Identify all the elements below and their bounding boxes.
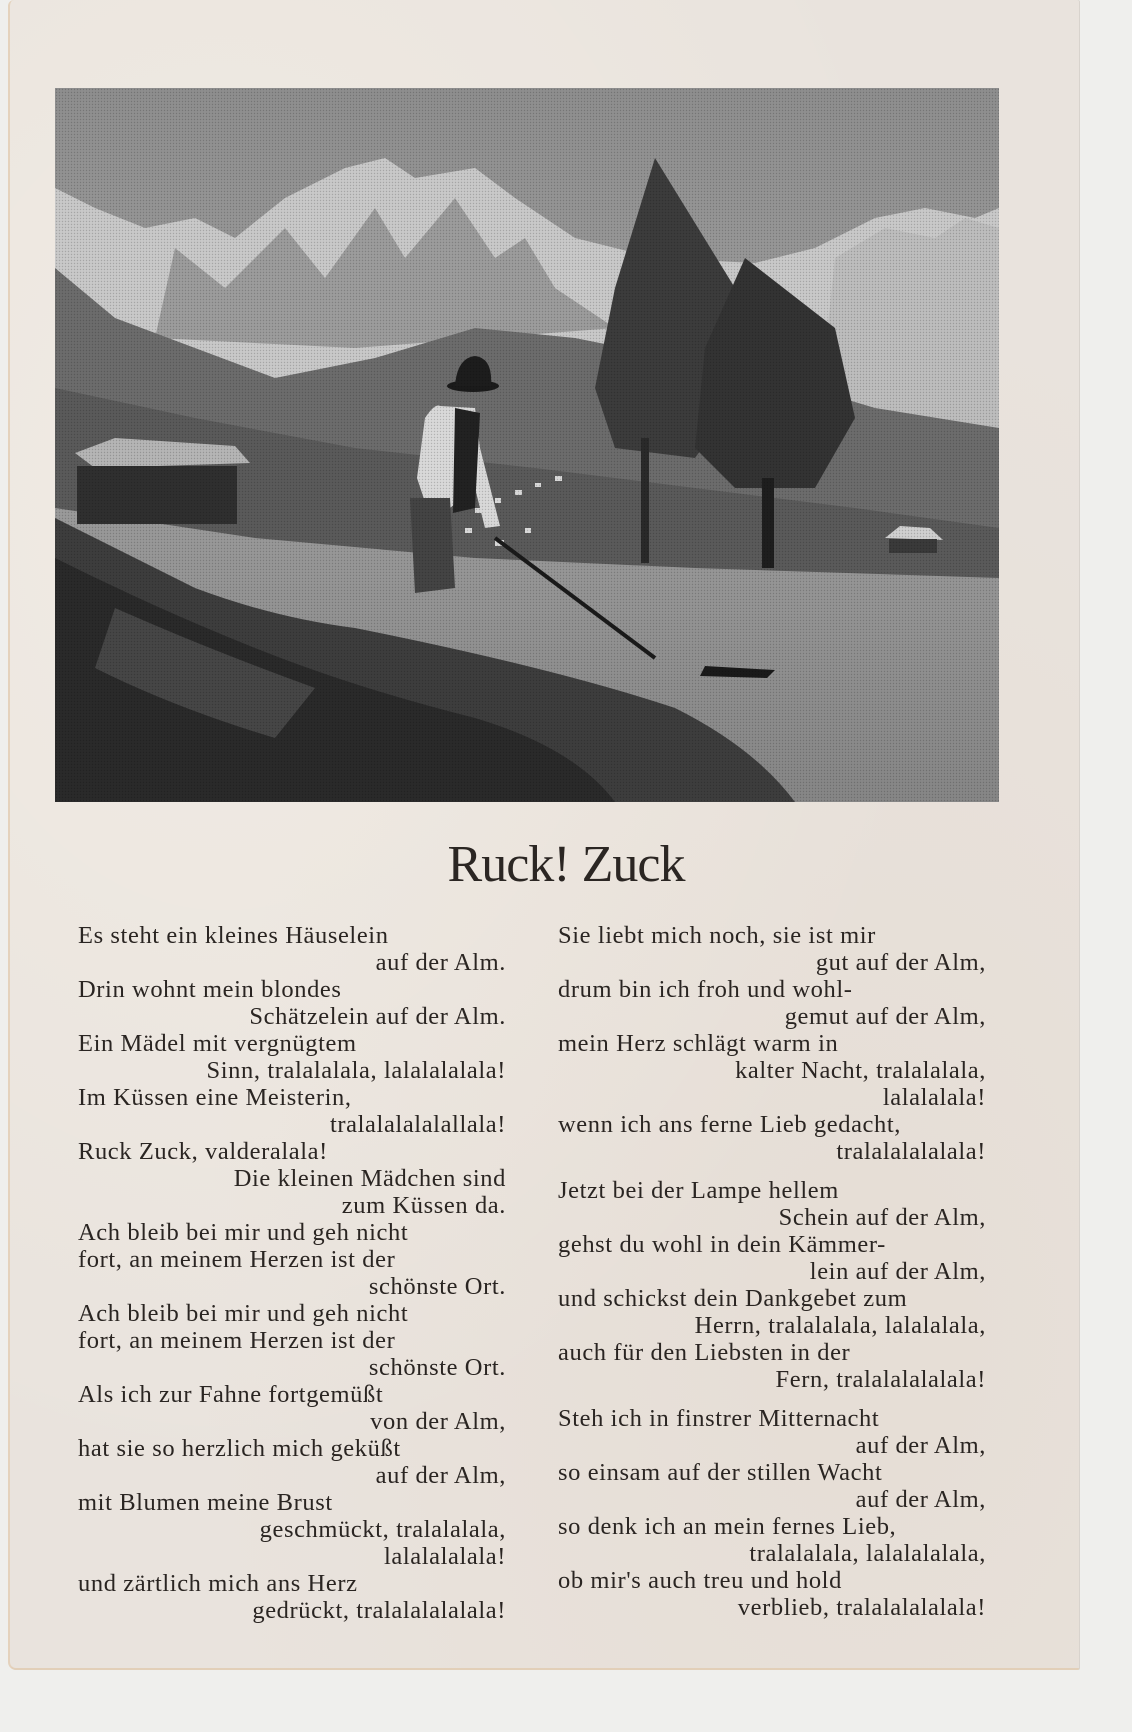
lyric-line: gut auf der Alm, bbox=[815, 949, 986, 976]
lyric-line: Die kleinen Mädchen sind bbox=[233, 1165, 506, 1192]
lyrics-left-column bbox=[78, 922, 506, 1624]
lyric-line: wenn ich ans ferne Lieb gedacht, bbox=[558, 1111, 901, 1138]
photo-illustration bbox=[55, 88, 999, 802]
lyric-line: tralalalala, lalalalalala, bbox=[749, 1540, 986, 1567]
lyric-line: Ein Mädel mit vergnügtem bbox=[78, 1030, 357, 1057]
lyric-line: Ach bleib bei mir und geh nicht bbox=[78, 1300, 409, 1327]
lyric-line: schönste Ort. bbox=[368, 1273, 506, 1300]
lyric-line: schönste Ort. bbox=[368, 1354, 506, 1381]
lyric-line: Jetzt bei der Lampe hellem bbox=[558, 1177, 839, 1204]
lyric-line: Als ich zur Fahne fortgemüßt bbox=[78, 1381, 384, 1408]
lyric-line: und zärtlich mich ans Herz bbox=[78, 1570, 358, 1597]
lyric-line: zum Küssen da. bbox=[341, 1192, 506, 1219]
lyric-line: Im Küssen eine Meisterin, bbox=[78, 1084, 352, 1111]
lyrics-right-column bbox=[558, 922, 986, 1621]
alpine-mowing-photo bbox=[55, 88, 999, 802]
lyric-line: Schein auf der Alm, bbox=[778, 1204, 986, 1231]
lyric-line: geschmückt, tralalalala, bbox=[259, 1516, 506, 1543]
lyric-line: Sinn, tralalalala, lalalalalala! bbox=[206, 1057, 506, 1084]
lyric-line: fort, an meinem Herzen ist der bbox=[78, 1327, 396, 1354]
stanza-gap bbox=[558, 1393, 986, 1405]
lyric-line: auf der Alm, bbox=[375, 1462, 506, 1489]
lyric-line: lalalalalala! bbox=[383, 1543, 506, 1570]
lyric-line: Ach bleib bei mir und geh nicht bbox=[78, 1219, 409, 1246]
lyric-line: ob mir's auch treu und hold bbox=[558, 1567, 842, 1594]
lyric-line: und schickst dein Dankgebet zum bbox=[558, 1285, 908, 1312]
lyric-line: so einsam auf der stillen Wacht bbox=[558, 1459, 883, 1486]
lyric-line: gedrückt, tralalalalalala! bbox=[252, 1597, 506, 1624]
song-title: Ruck! Zuck bbox=[447, 836, 685, 893]
lyric-line: so denk ich an mein fernes Lieb, bbox=[558, 1513, 897, 1540]
lyric-line: Es steht ein kleines Häuselein bbox=[78, 922, 389, 949]
lyric-line: mit Blumen meine Brust bbox=[78, 1489, 333, 1516]
lyric-line: drum bin ich froh und wohl- bbox=[558, 976, 853, 1003]
lyric-line: von der Alm, bbox=[370, 1408, 506, 1435]
lyric-line: verblieb, tralalalalalala! bbox=[737, 1594, 986, 1621]
lyric-line: Schätzelein auf der Alm. bbox=[249, 1003, 506, 1030]
lyric-line: kalter Nacht, tralalalala, bbox=[735, 1057, 986, 1084]
lyric-line: Ruck Zuck, valderalala! bbox=[78, 1138, 328, 1165]
lyric-line: auch für den Liebsten in der bbox=[558, 1339, 851, 1366]
lyric-line: auf der Alm, bbox=[855, 1486, 986, 1513]
lyric-line: Steh ich in finstrer Mitternacht bbox=[558, 1405, 880, 1432]
lyric-line: lalalalala! bbox=[882, 1084, 986, 1111]
lyric-line: gemut auf der Alm, bbox=[784, 1003, 986, 1030]
lyric-line: Fern, tralalalalalala! bbox=[775, 1366, 986, 1393]
lyric-line: tralalalalalallala! bbox=[330, 1111, 506, 1138]
lyric-line: Herrn, tralalalala, lalalalala, bbox=[694, 1312, 986, 1339]
lyric-line: mein Herz schlägt warm in bbox=[558, 1030, 839, 1057]
lyric-line: lein auf der Alm, bbox=[809, 1258, 986, 1285]
lyric-line: auf der Alm. bbox=[375, 949, 506, 976]
lyric-line: Sie liebt mich noch, sie ist mir bbox=[558, 922, 876, 949]
lyric-line: Drin wohnt mein blondes bbox=[78, 976, 342, 1003]
lyric-line: hat sie so herzlich mich geküßt bbox=[78, 1435, 401, 1462]
lyric-line: fort, an meinem Herzen ist der bbox=[78, 1246, 396, 1273]
lyric-line: gehst du wohl in dein Kämmer- bbox=[558, 1231, 886, 1258]
lyric-line: auf der Alm, bbox=[855, 1432, 986, 1459]
lyric-line: tralalalalalala! bbox=[836, 1138, 986, 1165]
stanza-gap bbox=[558, 1165, 986, 1177]
